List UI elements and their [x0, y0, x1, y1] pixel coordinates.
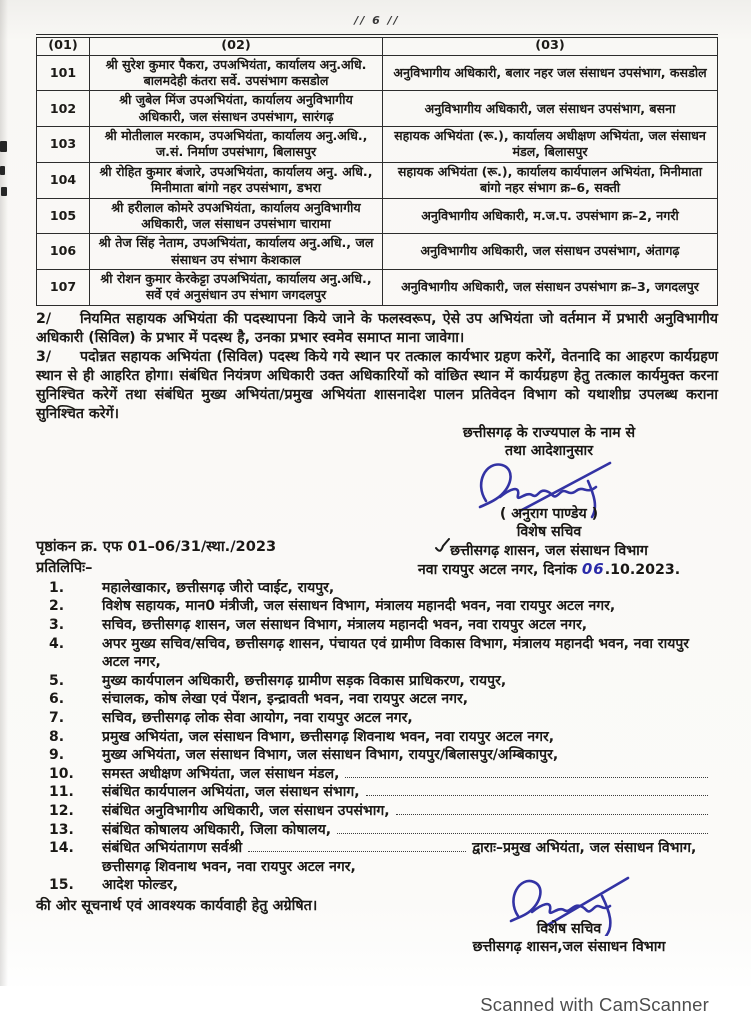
- officer-current-posting: श्री हरीलाल कोमरे उपअभियंता, कार्यालय अनुविभागीय अधिकारी, जल संसाधन उपसंभाग चारामा: [90, 198, 383, 234]
- paragraph-3: [36, 348, 718, 424]
- list-item-text: प्रमुख अभियंता, जल संसाधन विभाग, छत्तीसगढ़ शिवनाथ भवन, नवा रायपुर अटल नगर,: [102, 728, 555, 745]
- list-item: [49, 597, 718, 616]
- officer-current-posting: श्री तेज सिंह नेताम, उपअभियंता, कार्यालय अनु.अधि., जल संसाधन उप संभाग केशकाल: [90, 234, 383, 270]
- list-item-number: 5.: [49, 672, 65, 689]
- list-item-number: 10.: [49, 765, 74, 782]
- copies-label: प्रतिलिपिः–: [36, 558, 93, 576]
- by-order-line: तथा आदेशानुसार: [504, 443, 594, 460]
- serial-number: 104: [37, 162, 90, 198]
- list-item-number: 14.: [49, 840, 74, 857]
- by-order-line: छत्तीसगढ़ के राज्यपाल के नाम से: [462, 425, 636, 441]
- handwritten-date: 06: [581, 560, 605, 579]
- dotted-fill-line: [337, 833, 708, 834]
- list-item-text: आदेश फोल्डर,: [102, 877, 179, 894]
- table-row: [37, 234, 718, 270]
- signature-block-authority: [371, 424, 727, 580]
- new-posting: अनुविभागीय अधिकारी, जल संसाधन उपसंभाग, बसना: [383, 91, 718, 127]
- list-item-number: 13.: [49, 821, 74, 838]
- list-item-text: सचिव, छत्तीसगढ़ शासन, जल संसाधन विभाग, मंत्रालय महानदी भवन, नवा रायपुर अटल नगर,: [102, 617, 588, 634]
- list-item-number: 8.: [49, 728, 65, 745]
- signatory-designation: विशेष सचिव: [516, 524, 582, 541]
- list-item-text: मुख्य कार्यपालन अधिकारी, छत्तीसगढ़ ग्रामीण सड़क विकास प्राधिकरण, रायपुर,: [102, 672, 507, 689]
- new-posting: अनुविभागीय अधिकारी, बलार नहर जल संसाधन उपसंभाग, कसडोल: [383, 55, 718, 91]
- column-header-posting: (03): [383, 36, 718, 55]
- camscanner-watermark: Scanned with CamScanner: [480, 994, 709, 1015]
- serial-number: 101: [37, 55, 90, 91]
- list-item-number: 15.: [49, 877, 74, 894]
- officer-current-posting: श्री रोहित कुमार बंजारे, उपअभियंता, कार्यालय अनु. अधि., मिनीमाता बांगो नहर उपसंभाग, डभरा: [90, 162, 383, 198]
- list-item-number: 9.: [49, 747, 65, 764]
- paragraph-2: [36, 310, 718, 348]
- table-row: [37, 55, 718, 91]
- table-row: [37, 269, 718, 305]
- signatory-department: छत्तीसगढ़ शासन,जल संसाधन विभाग: [472, 939, 666, 956]
- list-item-text: संचालक, कोष लेखा एवं पेंशन, इन्द्रावती भवन, नवा रायपुर अटल नगर,: [102, 691, 469, 708]
- list-item-number: 12.: [49, 802, 74, 819]
- list-item: [49, 783, 718, 802]
- officer-current-posting: श्री जुबेल मिंज उपअभियंता, कार्यालय अनुविभागीय अधिकारी, जल संसाधन उपसंभाग, सारंगढ़: [90, 91, 383, 127]
- dotted-fill-line: [396, 814, 708, 815]
- list-item-text: संबंधित कोषालय अधिकारी, जिला कोषालय,: [102, 821, 718, 840]
- list-item: [49, 579, 718, 598]
- list-item-text: संबंधित अभियंतागण सर्वश्री द्वाराः–प्रमुख अभियंता, जल संसाधन विभाग, छत्तीसगढ़ शिवनाथ भवन, नवा रायपुर अटल नगर,: [102, 840, 697, 875]
- signatory-department: छत्तीसगढ़ शासन, जल संसाधन विभाग: [450, 542, 648, 560]
- list-item-text: मुख्य अभियंता, जल संसाधन विभाग, जल संसाधन विभाग, रायपुर/बिलासपुर/अम्बिकापुर,: [102, 747, 559, 764]
- list-item: [49, 672, 718, 691]
- serial-number: 105: [37, 198, 90, 234]
- list-item-number: 11.: [49, 784, 74, 801]
- list-item: [49, 802, 718, 821]
- new-posting: सहायक अभियंता (रू.), कार्यालय कार्यपालन अभियंता, मिनीमाता बांगो नहर संभाग क्र–6, सक्ती: [383, 162, 718, 198]
- paragraph-text: नियमित सहायक अभियंता की पदस्थापना किये जाने के फलस्वरूप, ऐसे उप अभियंता जो वर्तमान में प्रभारी अनुविभागीय अधिकारी (सिविल) के प्रभार में पदस्थ है, उनका प्रभार स्वमेव समाप्त माना जावेगा।: [36, 310, 718, 346]
- list-item-text: संबंधित अनुविभागीय अधिकारी, जल संसाधन उपसंभाग,: [102, 802, 718, 821]
- serial-number: 103: [37, 127, 90, 163]
- scan-artifact: [1, 187, 7, 196]
- pen-tick-icon: [434, 538, 452, 561]
- list-item-number: 3.: [49, 617, 65, 634]
- endorsement-section: [36, 536, 718, 915]
- table-row: [37, 162, 718, 198]
- new-posting: अनुविभागीय अधिकारी, जल संसाधन उपसंभाग, अंतागढ़: [383, 234, 718, 270]
- list-item: [49, 728, 718, 747]
- copies-list: [49, 579, 718, 895]
- new-posting: सहायक अभियंता (रू.), कार्यालय अधीक्षण अभियंता, जल संसाधन मंडल, बिलासपुर: [383, 127, 718, 163]
- officer-current-posting: श्री मोतीलाल मरकाम, उपअभियंता, कार्यालय अनु.अधि., ज.सं. निर्माण उपसंभाग, बिलासपुर: [90, 127, 383, 163]
- list-item: [49, 709, 718, 728]
- list-item: [49, 746, 718, 765]
- list-item-text: अपर मुख्य सचिव/सचिव, छत्तीसगढ़ शासन, पंचायत एवं ग्रामीण विकास विभाग, मंत्रालय महानदी भवन, नवा रायपुर अटल नगर,: [102, 635, 690, 671]
- list-item-text: सचिव, छत्तीसगढ़ लोक सेवा आयोग, नवा रायपुर अटल नगर,: [102, 710, 413, 726]
- list-item-text: संबंधित कार्यपालन अभियंता, जल संसाधन संभाग,: [102, 783, 718, 802]
- list-item-number: 1.: [49, 579, 65, 596]
- list-item-number: 4.: [49, 635, 65, 652]
- list-item: [49, 616, 718, 635]
- signatory-designation: विशेष सचिव: [536, 921, 602, 937]
- dotted-fill-line: [345, 777, 708, 778]
- list-item: [49, 765, 718, 784]
- paragraph-number: 3/: [36, 348, 52, 365]
- list-item: [49, 635, 718, 672]
- list-item: [49, 821, 718, 840]
- scan-artifact: [0, 141, 7, 152]
- list-item-number: 2.: [49, 598, 65, 615]
- scan-artifact: [0, 166, 5, 175]
- posting-table: [36, 34, 718, 306]
- officer-current-posting: श्री रोशन कुमार केरकेट्टा उपअभियंता, कार्यालय अनु.अधि., सर्वे एवं अनुसंधान उप संभाग जगदलपुर: [90, 269, 383, 305]
- serial-number: 107: [37, 269, 90, 305]
- serial-number: 102: [37, 91, 90, 127]
- camscanner-strip: [0, 986, 751, 1024]
- list-item-text: समस्त अधीक्षण अभियंता, जल संसाधन मंडल,: [102, 765, 718, 784]
- place-date-line: नवा रायपुर अटल नगर, दिनांक 06.10.2023.: [417, 560, 681, 579]
- list-item-text: विशेष सहायक, मान0 मंत्रीजी, जल संसाधन विभाग, मंत्रालय महानदी भवन, नवा रायपुर अटल नगर,: [102, 598, 616, 615]
- paragraph-number: 2/: [36, 310, 52, 327]
- signature-block-bottom: [439, 866, 699, 957]
- new-posting: अनुविभागीय अधिकारी, जल संसाधन उपसंभाग क्र–3, जगदलपुर: [383, 269, 718, 305]
- table-row: [37, 127, 718, 163]
- serial-number: 106: [37, 234, 90, 270]
- list-item-number: 6.: [49, 691, 65, 708]
- paragraph-text: पदोन्नत सहायक अभियंता (सिविल) पदस्थ किये गये स्थान पर तत्काल कार्यभार ग्रहण करेगें, वेतनादि का आहरण कार्यग्रहण स्थान से ही आहरित होगा। संबंधित नियंत्रण अधिकारी उक्त अधिकारियों को वांछित स्थान में कार्यग्रहण हेतु तत्काल कार्यमुक्त करना सुनिश्चित करेगें तथा संबंधित मुख्य अभियंता/प्रमुख अभियंता शासनादेश पालन प्रतिवेदन विभाग को यथाशीघ्र उपलब्ध कराना सुनिश्चित करेगें।: [36, 348, 718, 422]
- list-item-number: 7.: [49, 710, 65, 726]
- new-posting: अनुविभागीय अधिकारी, म.ज.प. उपसंभाग क्र–2, नगरी: [383, 198, 718, 234]
- page-number: // 6 //: [354, 14, 400, 27]
- signatory-name: ( अनुराग पाण्डेय ): [499, 505, 599, 522]
- list-item-text: महालेखाकार, छत्तीसगढ़ जीरो प्वाईट, रायपुर,: [102, 579, 335, 596]
- list-item: [49, 690, 718, 709]
- column-header-sno: (01): [37, 36, 90, 55]
- table-row: [37, 198, 718, 234]
- order-paragraphs: [36, 310, 718, 424]
- table-row: [37, 91, 718, 127]
- dotted-fill-line: [248, 840, 466, 852]
- endorsement-ref: पृष्ठांकन क्र. एफ 01–06/31/स्था./2023: [36, 537, 277, 555]
- dotted-fill-line: [366, 795, 708, 796]
- column-header-officer: (02): [90, 36, 383, 55]
- officer-current-posting: श्री सुरेश कुमार पैकरा, उपअभियंता, कार्यालय अनु.अधि. बालमदेही कंतरा सर्वे. उपसंभाग कसडोल: [90, 55, 383, 91]
- table-header-row: [37, 36, 718, 55]
- forward-note: की ओर सूचनार्थ एवं आवश्यक कार्यवाही हेतु अग्रेषित।: [36, 897, 318, 914]
